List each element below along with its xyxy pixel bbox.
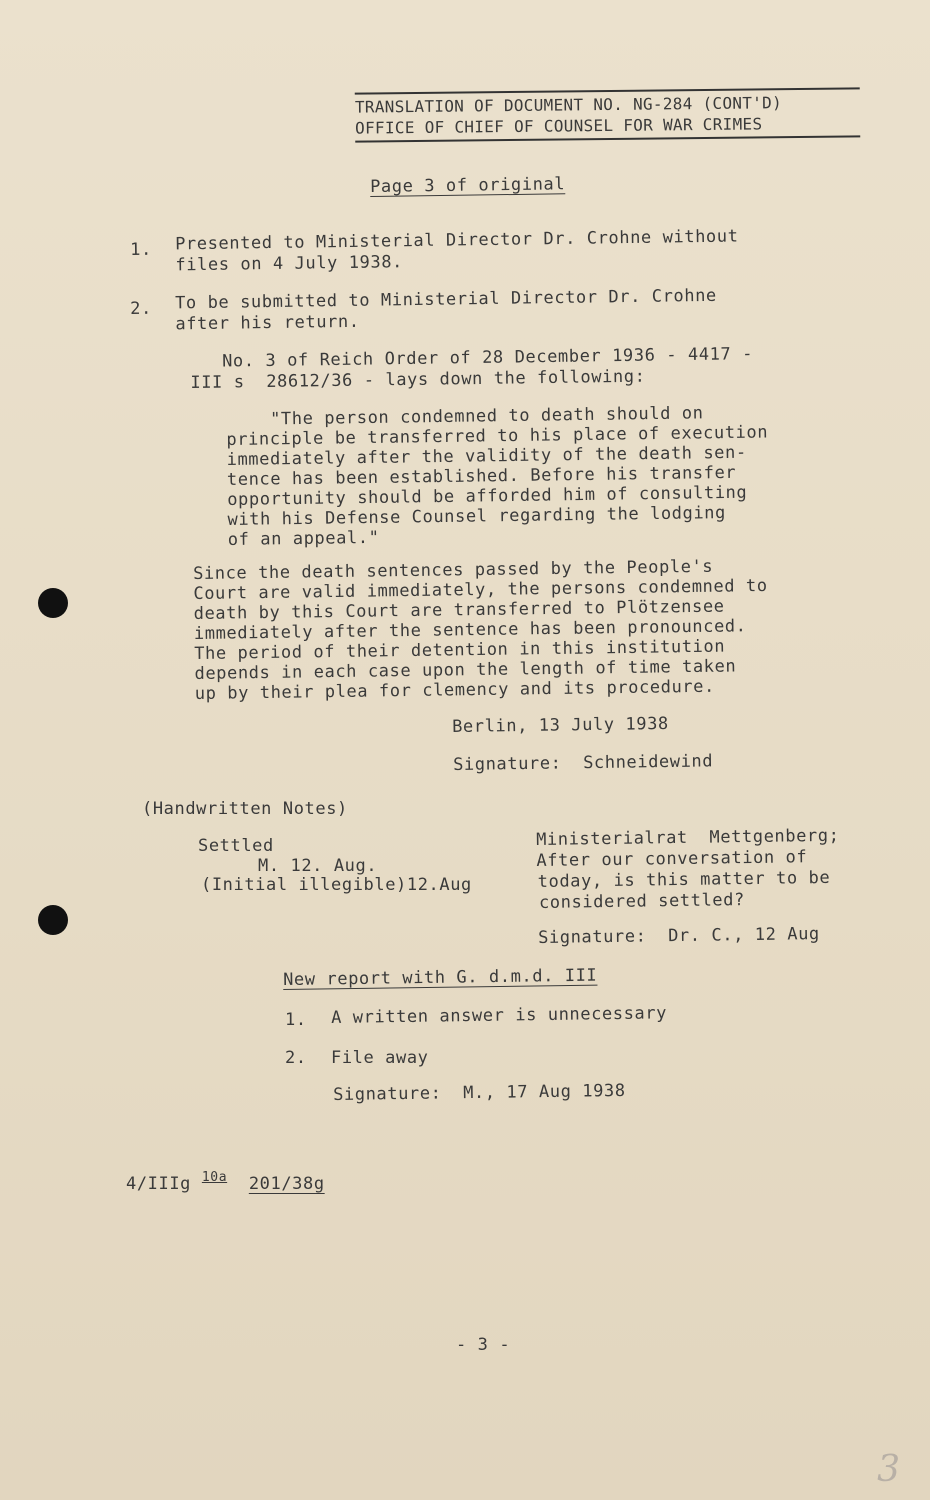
ministerialrat-line-3: today, is this matter to be bbox=[537, 867, 831, 892]
quote-line: immediately after the validity of the death sen- bbox=[226, 442, 747, 470]
signature-schneidewind: Signature: Schneidewind bbox=[453, 751, 714, 775]
quote-line: with his Defense Counsel regarding the lodging bbox=[227, 503, 727, 530]
page-of-original: Page 3 of original bbox=[370, 174, 566, 197]
new-report-heading: New report with G. d.m.d. III bbox=[283, 965, 598, 990]
quote-line: opportunity should be afforded him of consulting bbox=[227, 482, 748, 510]
paragraph-line: depends in each case upon the length of time taken bbox=[194, 656, 737, 684]
header-line-2: OFFICE OF CHIEF OF COUNSEL FOR WAR CRIMES bbox=[355, 114, 763, 138]
signature-dr-c: Signature: Dr. C., 12 Aug bbox=[538, 924, 820, 948]
paragraph-line: death by this Court are transferred to Plötzensee bbox=[193, 596, 725, 624]
item-line: after his return. bbox=[175, 311, 360, 335]
ministerialrat-line-4: considered settled? bbox=[538, 890, 746, 913]
handwritten-notes-heading: (Handwritten Notes) bbox=[142, 799, 348, 819]
punch-hole-top bbox=[38, 588, 68, 618]
ministerialrat-line-1: Ministerialrat Mettgenberg; bbox=[536, 825, 840, 850]
item-line: To be submitted to Ministerial Director Dr. Crohne bbox=[174, 285, 717, 314]
punch-hole-bottom bbox=[38, 905, 68, 935]
settled-line-1: Settled bbox=[198, 836, 274, 856]
file-reference bbox=[126, 1168, 325, 1194]
file-ref-prefix: 4/IIIg bbox=[126, 1174, 192, 1194]
file-ref-number: 201/38g bbox=[248, 1174, 325, 1194]
report-item-text: A written answer is unnecessary bbox=[331, 1003, 668, 1028]
pencil-page-mark: 3 bbox=[877, 1449, 900, 1490]
item-number: 1. bbox=[130, 239, 153, 260]
quote-line: "The person condemned to death should on bbox=[269, 403, 704, 430]
item-number: 2. bbox=[130, 298, 153, 319]
item-line: files on 4 July 1938. bbox=[175, 252, 404, 276]
paragraph-line: The period of their detention in this institution bbox=[194, 636, 726, 664]
paragraph-line: Since the death sentences passed by the People's bbox=[193, 556, 714, 584]
paragraph-line: immediately after the sentence has been pronounced. bbox=[193, 616, 747, 644]
paragraph-line: up by their plea for clemency and its procedure. bbox=[194, 676, 715, 704]
quote-line: tence has been established. Before his transfer bbox=[226, 462, 737, 490]
document-header bbox=[355, 87, 860, 142]
signature-m: Signature: M., 17 Aug 1938 bbox=[333, 1080, 626, 1105]
report-item-number: 1. bbox=[285, 1010, 307, 1030]
settled-line-2: M. 12. Aug. bbox=[258, 856, 378, 876]
quote-line: principle be transferred to his place of execution bbox=[226, 422, 769, 450]
report-item-text: File away bbox=[331, 1048, 429, 1068]
place-date: Berlin, 13 July 1938 bbox=[452, 713, 669, 737]
reich-order-line-1: No. 3 of Reich Order of 28 December 1936 - 4417 - bbox=[221, 344, 754, 372]
reich-order-line-2: III s 28612/36 - lays down the following: bbox=[190, 366, 646, 393]
paragraph-line: Court are valid immediately, the persons condemned to bbox=[193, 575, 768, 604]
quote-line: of an appeal." bbox=[227, 527, 380, 550]
header-line-1: TRANSLATION OF DOCUMENT NO. NG-284 (CONT'D) bbox=[354, 93, 783, 117]
item-line: Presented to Ministerial Director Dr. Crohne without bbox=[174, 226, 739, 255]
page-number: - 3 - bbox=[456, 1335, 511, 1355]
report-item-number: 2. bbox=[285, 1048, 307, 1068]
settled-line-3: (Initial illegible)12.Aug bbox=[201, 875, 472, 895]
file-ref-superscript: 10a bbox=[201, 1170, 228, 1185]
ministerialrat-line-2: After our conversation of bbox=[536, 847, 808, 871]
